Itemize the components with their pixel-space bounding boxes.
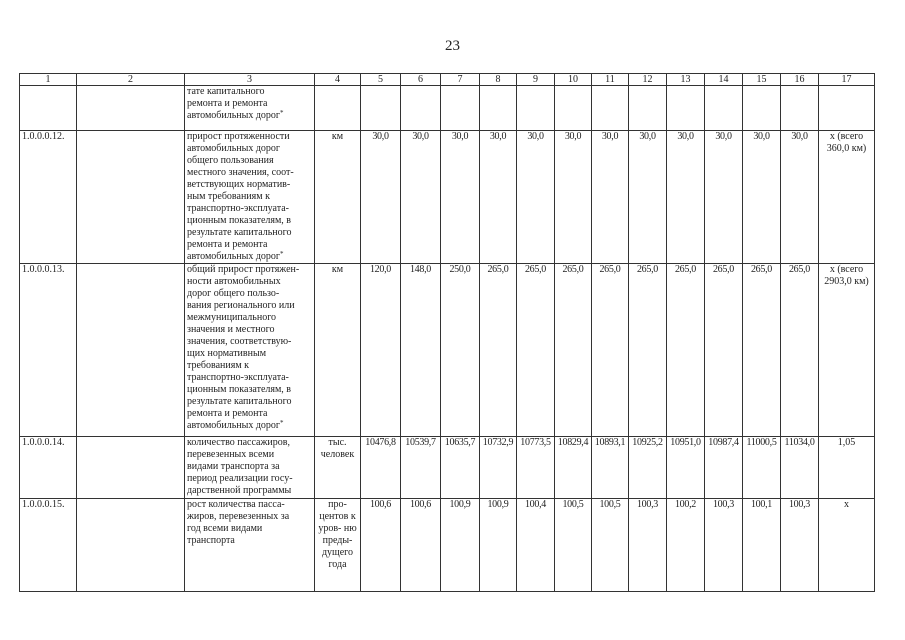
value-cell: 100,9	[441, 499, 480, 592]
description-line: жиров, перевезенных за	[187, 511, 290, 522]
description-line: ремонта и ремонта	[187, 98, 268, 109]
row-unit: про- центов к уров- ню преды- дущего года	[315, 499, 361, 592]
value-cell: 10893,1	[592, 437, 629, 499]
total-cell: х	[819, 499, 875, 592]
table-row	[20, 437, 875, 499]
value-cell: 30,0	[592, 131, 629, 264]
description-line: автомобильных дорог	[187, 143, 281, 154]
value-cell	[629, 86, 667, 131]
footnote-mark: *	[280, 250, 284, 258]
description-text: автомобильных дорог	[187, 110, 281, 121]
value-cell: 100,3	[781, 499, 819, 592]
row-description	[185, 131, 315, 264]
footnote-mark: *	[280, 109, 284, 117]
column-header: 15	[743, 74, 781, 86]
value-cell: 100,5	[592, 499, 629, 592]
description-text: автомобильных дорог	[187, 420, 281, 431]
description-line: ционным показателям, в	[187, 215, 292, 226]
value-cell: 265,0	[555, 264, 592, 437]
row-unit: км	[315, 264, 361, 437]
description-line: прирост протяженности	[187, 131, 290, 142]
value-cell: 10732,9	[480, 437, 517, 499]
value-cell	[480, 86, 517, 131]
description-line: количество пассажиров,	[187, 437, 290, 448]
description-line: видами транспорта за	[187, 461, 280, 472]
value-cell: 10476,8	[361, 437, 401, 499]
description-line: значения, соответствую-	[187, 336, 292, 347]
value-cell: 265,0	[517, 264, 555, 437]
row-unit: км	[315, 131, 361, 264]
column-header: 14	[705, 74, 743, 86]
column-header: 12	[629, 74, 667, 86]
value-cell: 265,0	[667, 264, 705, 437]
value-cell: 100,6	[361, 499, 401, 592]
description-line: общего пользования	[187, 155, 274, 166]
description-line: транспортно-эксплуатa-	[187, 372, 289, 383]
value-cell: 120,0	[361, 264, 401, 437]
value-cell: 10951,0	[667, 437, 705, 499]
row-code: 1.0.0.0.12.	[20, 131, 77, 264]
description-line: результате капитального	[187, 227, 292, 238]
description-line: требованиям к	[187, 360, 250, 371]
column-header: 13	[667, 74, 705, 86]
footnote-mark: *	[280, 419, 284, 427]
value-cell: 30,0	[441, 131, 480, 264]
empty-cell	[77, 86, 185, 131]
description-line: транспортно-эксплуата-	[187, 203, 289, 214]
description-line: ремонта и ремонта	[187, 408, 268, 419]
value-cell: 265,0	[743, 264, 781, 437]
description-line: перевезенных всеми	[187, 449, 275, 460]
table-row	[20, 86, 875, 131]
value-cell: 100,3	[705, 499, 743, 592]
value-cell: 30,0	[517, 131, 555, 264]
value-cell: 30,0	[555, 131, 592, 264]
header-row	[20, 74, 875, 86]
description-line: дорог общего пользо-	[187, 288, 280, 299]
page-number: 23	[445, 38, 460, 54]
description-line: значения и местного	[187, 324, 275, 335]
description-line: ционным показателям, в	[187, 384, 292, 395]
indicators-table	[19, 73, 875, 592]
column-header: 16	[781, 74, 819, 86]
value-cell: 30,0	[743, 131, 781, 264]
column-header: 1	[20, 74, 77, 86]
column-header: 4	[315, 74, 361, 86]
description-line: ным требованиям к	[187, 191, 270, 202]
column-header: 2	[77, 74, 185, 86]
value-cell: 10539,7	[401, 437, 441, 499]
row-code: 1.0.0.0.14.	[20, 437, 77, 499]
row-code: 1.0.0.0.13.	[20, 264, 77, 437]
value-cell	[401, 86, 441, 131]
description-line	[187, 110, 312, 122]
value-cell: 100,5	[555, 499, 592, 592]
description-line: межмуниципального	[187, 312, 277, 323]
value-cell	[517, 86, 555, 131]
value-cell	[441, 86, 480, 131]
value-cell: 11034,0	[781, 437, 819, 499]
description-line: год всеми видами	[187, 523, 263, 534]
description-line: период реализации госу-	[187, 473, 293, 484]
row-unit: тыс. человек	[315, 437, 361, 499]
value-cell: 30,0	[667, 131, 705, 264]
value-cell: 30,0	[361, 131, 401, 264]
row-description	[185, 437, 315, 499]
column-header: 8	[480, 74, 517, 86]
value-cell: 30,0	[401, 131, 441, 264]
row-description	[185, 264, 315, 437]
value-cell: 10773,5	[517, 437, 555, 499]
total-cell: х (всего 2903,0 км)	[819, 264, 875, 437]
value-cell: 10635,7	[441, 437, 480, 499]
value-cell: 265,0	[781, 264, 819, 437]
description-line: щих нормативным	[187, 348, 267, 359]
value-cell	[667, 86, 705, 131]
description-line: общий прирост протяжен-	[187, 264, 300, 275]
value-cell: 10829,4	[555, 437, 592, 499]
description-line: ремонта и ремонта	[187, 239, 268, 250]
description-line: рост количества пасса-	[187, 499, 285, 510]
value-cell: 265,0	[592, 264, 629, 437]
value-cell	[555, 86, 592, 131]
value-cell: 30,0	[480, 131, 517, 264]
description-line: местного значения, соот-	[187, 167, 294, 178]
column-header: 11	[592, 74, 629, 86]
row-description	[185, 499, 315, 592]
value-cell: 265,0	[480, 264, 517, 437]
description-line: дарственной программы	[187, 485, 292, 496]
column-header: 7	[441, 74, 480, 86]
column-header: 10	[555, 74, 592, 86]
value-cell: 100,4	[517, 499, 555, 592]
row-code	[20, 86, 77, 131]
value-cell: 265,0	[629, 264, 667, 437]
value-cell: 100,2	[667, 499, 705, 592]
value-cell: 10987,4	[705, 437, 743, 499]
column-header: 5	[361, 74, 401, 86]
value-cell: 100,3	[629, 499, 667, 592]
empty-cell	[77, 437, 185, 499]
description-line: вания регионального или	[187, 300, 295, 311]
empty-cell	[77, 131, 185, 264]
description-line	[187, 420, 312, 432]
empty-cell	[77, 264, 185, 437]
table-row	[20, 264, 875, 437]
value-cell: 30,0	[705, 131, 743, 264]
table-row	[20, 499, 875, 592]
value-cell: 250,0	[441, 264, 480, 437]
description-line	[187, 251, 312, 263]
column-header: 17	[819, 74, 875, 86]
value-cell: 100,9	[480, 499, 517, 592]
value-cell: 10925,2	[629, 437, 667, 499]
description-text: автомобильных дорог	[187, 251, 281, 262]
column-header: 3	[185, 74, 315, 86]
description-line: транспорта	[187, 535, 235, 546]
value-cell	[592, 86, 629, 131]
value-cell: 100,1	[743, 499, 781, 592]
row-unit	[315, 86, 361, 131]
table-row	[20, 131, 875, 264]
value-cell: 148,0	[401, 264, 441, 437]
total-cell: 1,05	[819, 437, 875, 499]
value-cell: 100,6	[401, 499, 441, 592]
total-cell: х (всего 360,0 км)	[819, 131, 875, 264]
description-line: тате капитального	[187, 86, 265, 97]
value-cell: 30,0	[781, 131, 819, 264]
description-line: ности автомобильных	[187, 276, 281, 287]
total-cell	[819, 86, 875, 131]
value-cell: 265,0	[705, 264, 743, 437]
row-code: 1.0.0.0.15.	[20, 499, 77, 592]
value-cell	[705, 86, 743, 131]
column-header: 9	[517, 74, 555, 86]
description-line: результате капитального	[187, 396, 292, 407]
column-header: 6	[401, 74, 441, 86]
value-cell	[361, 86, 401, 131]
value-cell: 30,0	[629, 131, 667, 264]
description-line: ветствующих норматив-	[187, 179, 291, 190]
row-description	[185, 86, 315, 131]
empty-cell	[77, 499, 185, 592]
value-cell: 11000,5	[743, 437, 781, 499]
value-cell	[781, 86, 819, 131]
value-cell	[743, 86, 781, 131]
